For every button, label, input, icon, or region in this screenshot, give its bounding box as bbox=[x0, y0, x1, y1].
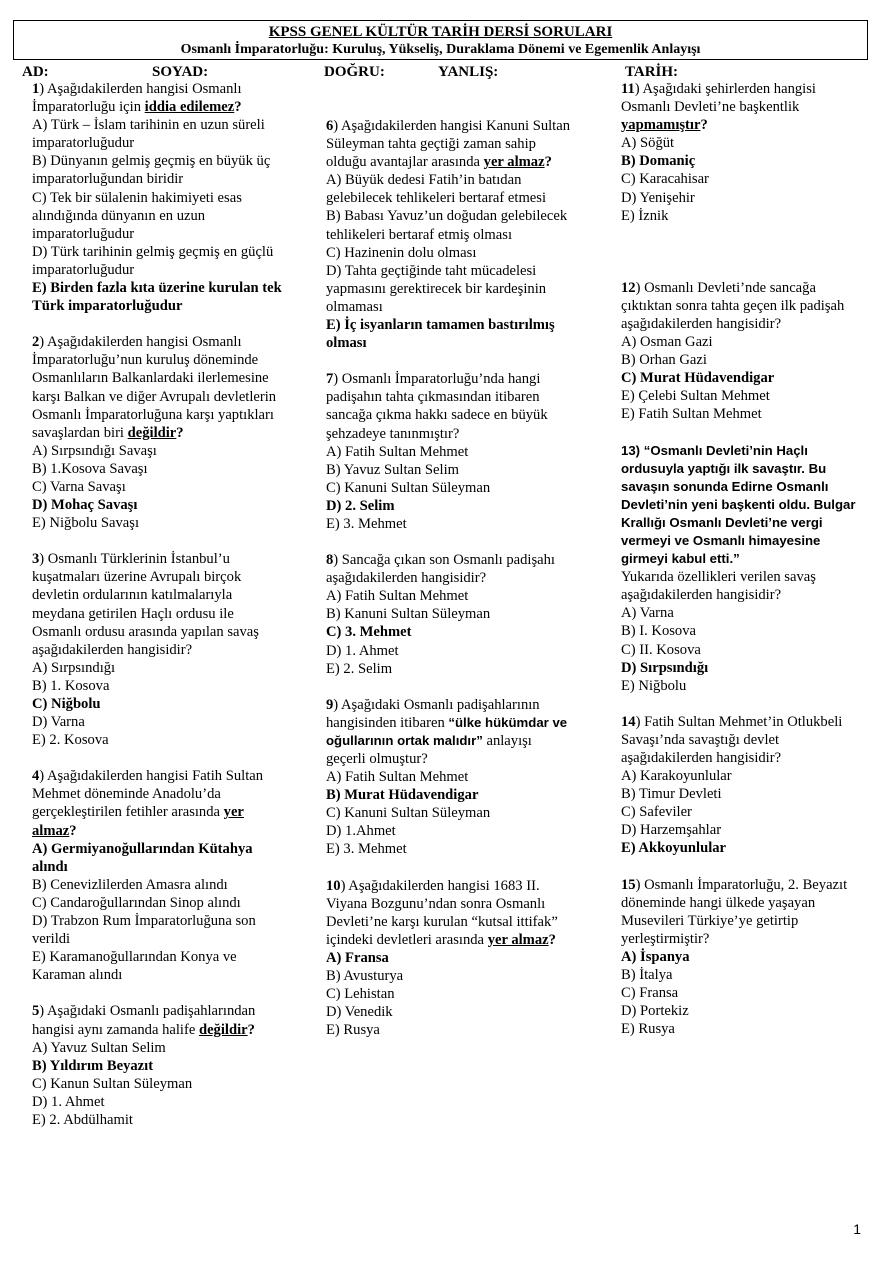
option-a: A) Büyük dedesi Fatih’in batıdan gelebilecek tehlikeleri bertaraf etmesi bbox=[326, 172, 547, 207]
option-d: D) Venedik bbox=[326, 1004, 393, 1021]
option-c: C) Varna Savaşı bbox=[32, 478, 126, 495]
option-c-answer: C) Niğbolu bbox=[32, 696, 101, 712]
question-15 bbox=[621, 876, 866, 1039]
question-stem: 1) Aşağıdakilerden hangisi Osmanlı İmparatorluğu için iddia edilemez? bbox=[32, 81, 242, 116]
option-a: A) Yavuz Sultan Selim bbox=[32, 1039, 166, 1056]
option-e: E) Fatih Sultan Mehmet bbox=[621, 406, 762, 423]
question-stem: 8) Sancağa çıkan son Osmanlı padişahı aşağıdakilerden hangisidir? bbox=[326, 552, 555, 587]
question-3 bbox=[32, 550, 282, 749]
document-title: KPSS GENEL KÜLTÜR TARİH DERSİ SORULARI bbox=[268, 24, 613, 40]
option-c: C) Lehistan bbox=[326, 986, 395, 1003]
option-c: C) Kanuni Sultan Süleyman bbox=[326, 805, 491, 822]
question-1 bbox=[32, 80, 282, 315]
option-e: E) Rusya bbox=[326, 1022, 380, 1039]
option-b: B) Kanuni Sultan Süleyman bbox=[326, 606, 491, 623]
option-a: A) Osman Gazi bbox=[621, 334, 713, 351]
option-e: E) 3. Mehmet bbox=[326, 515, 407, 532]
option-b: B) I. Kosova bbox=[621, 623, 696, 640]
option-c: C) Safeviler bbox=[621, 804, 692, 821]
surname-label: SOYAD: bbox=[152, 64, 209, 80]
option-d: E) Çelebi Sultan Mehmet bbox=[621, 388, 770, 405]
option-e: E) Karamanoğullarından Konya ve Karaman alındı bbox=[32, 949, 237, 984]
option-c: C) Kanuni Sultan Süleyman bbox=[326, 479, 491, 496]
option-b-answer: B) Murat Hüdavendigar bbox=[326, 787, 479, 804]
option-d: D) Tahta geçtiğinde taht mücadelesi yapmasını gerektirecek bir kardeşinin olmaması bbox=[326, 262, 547, 315]
question-2 bbox=[32, 333, 282, 532]
option-c-answer: C) Murat Hüdavendigar bbox=[621, 370, 775, 387]
option-e-answer: E) Birden fazla kıta üzerine kurulan tek Türk imparatorluğudur bbox=[32, 280, 282, 315]
option-d: D) Yenişehir bbox=[621, 189, 695, 206]
option-b: B) İtalya bbox=[621, 967, 673, 984]
option-b-answer: B) Domaniç bbox=[621, 153, 696, 170]
option-a: A) Varna bbox=[621, 605, 674, 622]
option-d-answer: D) 2. Selim bbox=[326, 497, 395, 514]
option-d: D) Portekiz bbox=[621, 1003, 689, 1020]
question-10 bbox=[326, 877, 572, 1040]
option-e: E) Niğbolu Savaşı bbox=[32, 515, 140, 532]
option-d: D) Harzemşahlar bbox=[621, 822, 722, 839]
option-d: D) 1. Ahmet bbox=[326, 642, 399, 659]
option-a: A) Fatih Sultan Mehmet bbox=[326, 443, 469, 460]
option-c: C) II. Kosova bbox=[621, 641, 701, 658]
option-e-answer: E) İç isyanların tamamen bastırılmış olması bbox=[326, 317, 555, 352]
option-a-answer: A) İspanya bbox=[621, 948, 690, 965]
question-13 bbox=[621, 442, 866, 695]
question-stem: 4) Aşağıdakilerden hangisi Fatih Sultan Mehmet döneminde Anadolu’da gerçekleştirilen fetihler arasında yer almaz? bbox=[32, 768, 264, 839]
option-a: A) Fatih Sultan Mehmet bbox=[326, 588, 469, 605]
question-6 bbox=[326, 117, 572, 352]
option-d-answer: D) Sırpsındığı bbox=[621, 659, 709, 676]
option-d: D) Varna bbox=[32, 714, 85, 731]
name-label: AD: bbox=[22, 64, 49, 80]
question-stem: 5) Aşağıdaki Osmanlı padişahlarından hangisi aynı zamanda halife değildir? bbox=[32, 1003, 256, 1038]
question-5 bbox=[32, 1002, 282, 1129]
option-e: E) 2. Selim bbox=[326, 660, 393, 677]
option-b: B) Dünyanın gelmiş geçmiş en büyük üç imparatorluğundan biridir bbox=[32, 153, 271, 188]
option-d: D) 1.Ahmet bbox=[326, 823, 396, 840]
option-b: B) Babası Yavuz’un doğudan gelebilecek tehlikeleri bertaraf etmiş olması bbox=[326, 208, 568, 243]
option-e: E) Rusya bbox=[621, 1021, 675, 1038]
column-left bbox=[32, 80, 282, 1129]
question-stem: 9) Aşağıdaki Osmanlı padişahlarının hangisinden itibaren “ülke hükümdar ve oğullarının ortak malıdır” anlayışı geçerli olmuştur? bbox=[326, 696, 568, 767]
option-b-answer: B) Yıldırım Beyazıt bbox=[32, 1057, 154, 1074]
option-a: A) Karakoyunlular bbox=[621, 768, 732, 785]
option-b: B) Yavuz Sultan Selim bbox=[326, 461, 459, 478]
option-c: C) Kanun Sultan Süleyman bbox=[32, 1075, 193, 1092]
question-9 bbox=[326, 696, 572, 859]
option-a: A) Söğüt bbox=[621, 135, 675, 152]
question-stem: 3) Osmanlı Türklerinin İstanbul’u kuşatmaları üzerine Avrupalı birçok devletin ordularının katılmalarıyla meydana getirilen Haçlı ordusu ile Osmanlı ordusu arasında yapılan savaş aşağıdakilerden hangisidir? bbox=[32, 551, 259, 658]
option-c: C) Fransa bbox=[621, 985, 679, 1002]
question-quote: 13) “Osmanlı Devleti’nin Haçlı ordusuyla yaptığı ilk savaştır. Bu savaşın sonunda Edirne Osmanlı Devleti’nin yeni başkenti oldu. Bulgar Krallığı Osmanlı Devleti’ne vergi vermeyi ve Osmanlı himayesine girmeyi kabul etti.” bbox=[621, 442, 856, 567]
option-d-answer: D) Mohaç Savaşı bbox=[32, 497, 138, 514]
option-b: B) Timur Devleti bbox=[621, 786, 722, 803]
document-subtitle: Osmanlı İmparatorluğu: Kuruluş, Yükseliş, Duraklama Dönemi ve Egemenlik Anlayışı bbox=[180, 42, 701, 57]
option-a: A) Fatih Sultan Mehmet bbox=[326, 769, 469, 786]
option-a: A) Sırpsındığı Savaşı bbox=[32, 442, 157, 459]
question-12 bbox=[621, 279, 866, 424]
option-c: C) Tek bir sülalenin hakimiyeti esas alındığında dünyanın en uzun imparatorluğudur bbox=[32, 189, 242, 242]
option-a-answer: A) Germiyanoğullarından Kütahya alındı bbox=[32, 840, 253, 875]
option-e: E) İznik bbox=[621, 207, 669, 224]
option-b: B) Orhan Gazi bbox=[621, 352, 707, 369]
title-box bbox=[13, 20, 868, 60]
question-8 bbox=[326, 551, 572, 678]
question-11 bbox=[621, 80, 866, 225]
question-stem: 11) Aşağıdaki şehirlerden hangisi Osmanlı Devleti’ne başkentlik yapmamıştır? bbox=[621, 81, 816, 134]
option-e: E) 3. Mehmet bbox=[326, 841, 407, 858]
option-e-answer: E) Akkoyunlular bbox=[621, 840, 727, 857]
option-a: A) Sırpsındığı bbox=[32, 659, 116, 676]
question-4 bbox=[32, 767, 282, 984]
question-stem: 2) Aşağıdakilerden hangisi Osmanlı İmparatorluğu’nun kuruluş döneminde Osmanlıların Balkanlardaki ilerlemesine karşı Balkan ve diğer Avrupalı devletlerin Osmanlı İmparatorluğuna karşı yaptıkları savaşlardan biri değildir? bbox=[32, 334, 277, 441]
option-c: C) Candaroğullarından Sinop alındı bbox=[32, 894, 241, 911]
question-stem: 7) Osmanlı İmparatorluğu’nda hangi padişahın tahta çıkmasından itibaren sancağa çıkma hakkı sadece en büyük şehzadeye tanınmıştır? bbox=[326, 371, 548, 442]
option-e: E) 2. Kosova bbox=[32, 732, 109, 749]
option-e: E) 2. Abdülhamit bbox=[32, 1111, 133, 1128]
option-e: E) Niğbolu bbox=[621, 677, 687, 694]
option-d: D) Türk tarihinin gelmiş geçmiş en güçlü imparatorluğudur bbox=[32, 243, 274, 278]
date-label: TARİH: bbox=[625, 64, 679, 80]
option-a-answer: A) Fransa bbox=[326, 949, 389, 966]
option-d: D) Trabzon Rum İmparatorluğuna son verildi bbox=[32, 913, 256, 948]
question-stem: 15) Osmanlı İmparatorluğu, 2. Beyazıt döneminde hangi ülkede yaşayan Musevileri Türkiye’ye getirtip yerleştirmiştir? bbox=[621, 876, 848, 947]
option-c: C) Karacahisar bbox=[621, 171, 709, 188]
question-stem: 14) Fatih Sultan Mehmet’in Otlukbeli Savaşı’nda savaştığı devlet aşağıdakilerden hangisidir? bbox=[621, 713, 843, 766]
correct-label: DOĞRU: bbox=[324, 64, 385, 80]
option-b: B) 1. Kosova bbox=[32, 677, 110, 694]
question-14 bbox=[621, 713, 866, 858]
option-d: D) 1. Ahmet bbox=[32, 1093, 105, 1110]
option-b: B) Cenevizlilerden Amasra alındı bbox=[32, 876, 228, 893]
wrong-label: YANLIŞ: bbox=[438, 64, 499, 80]
question-stem: 10) Aşağıdakilerden hangisi 1683 II. Viyana Bozgunu’ndan sonra Osmanlı Devleti’ne karşı kurulan “kutsal ittifak” içindeki devletleri arasında yer almaz? bbox=[326, 877, 558, 948]
option-b: B) Avusturya bbox=[326, 968, 404, 985]
column-right bbox=[621, 80, 866, 1038]
option-a: A) Türk – İslam tarihinin en uzun süreli imparatorluğudur bbox=[32, 117, 265, 152]
question-7 bbox=[326, 370, 572, 533]
question-stem: 6) Aşağıdakilerden hangisi Kanuni Sultan Süleyman tahta geçtiği zaman sahip olduğu avantajlar arasında yer almaz? bbox=[326, 118, 570, 171]
page-number: 1 bbox=[853, 1221, 861, 1237]
option-b: B) 1.Kosova Savaşı bbox=[32, 460, 148, 477]
option-c: C) Hazinenin dolu olması bbox=[326, 244, 477, 261]
column-middle bbox=[326, 117, 572, 1039]
option-c-answer: C) 3. Mehmet bbox=[326, 624, 412, 641]
question-stem: Yukarıda özellikleri verilen savaş aşağıdakilerden hangisidir? bbox=[621, 569, 816, 604]
question-stem: 12) Osmanlı Devleti’nde sancağa çıktıktan sonra tahta geçen ilk padişah aşağıdakilerden hangisidir? bbox=[621, 279, 845, 332]
